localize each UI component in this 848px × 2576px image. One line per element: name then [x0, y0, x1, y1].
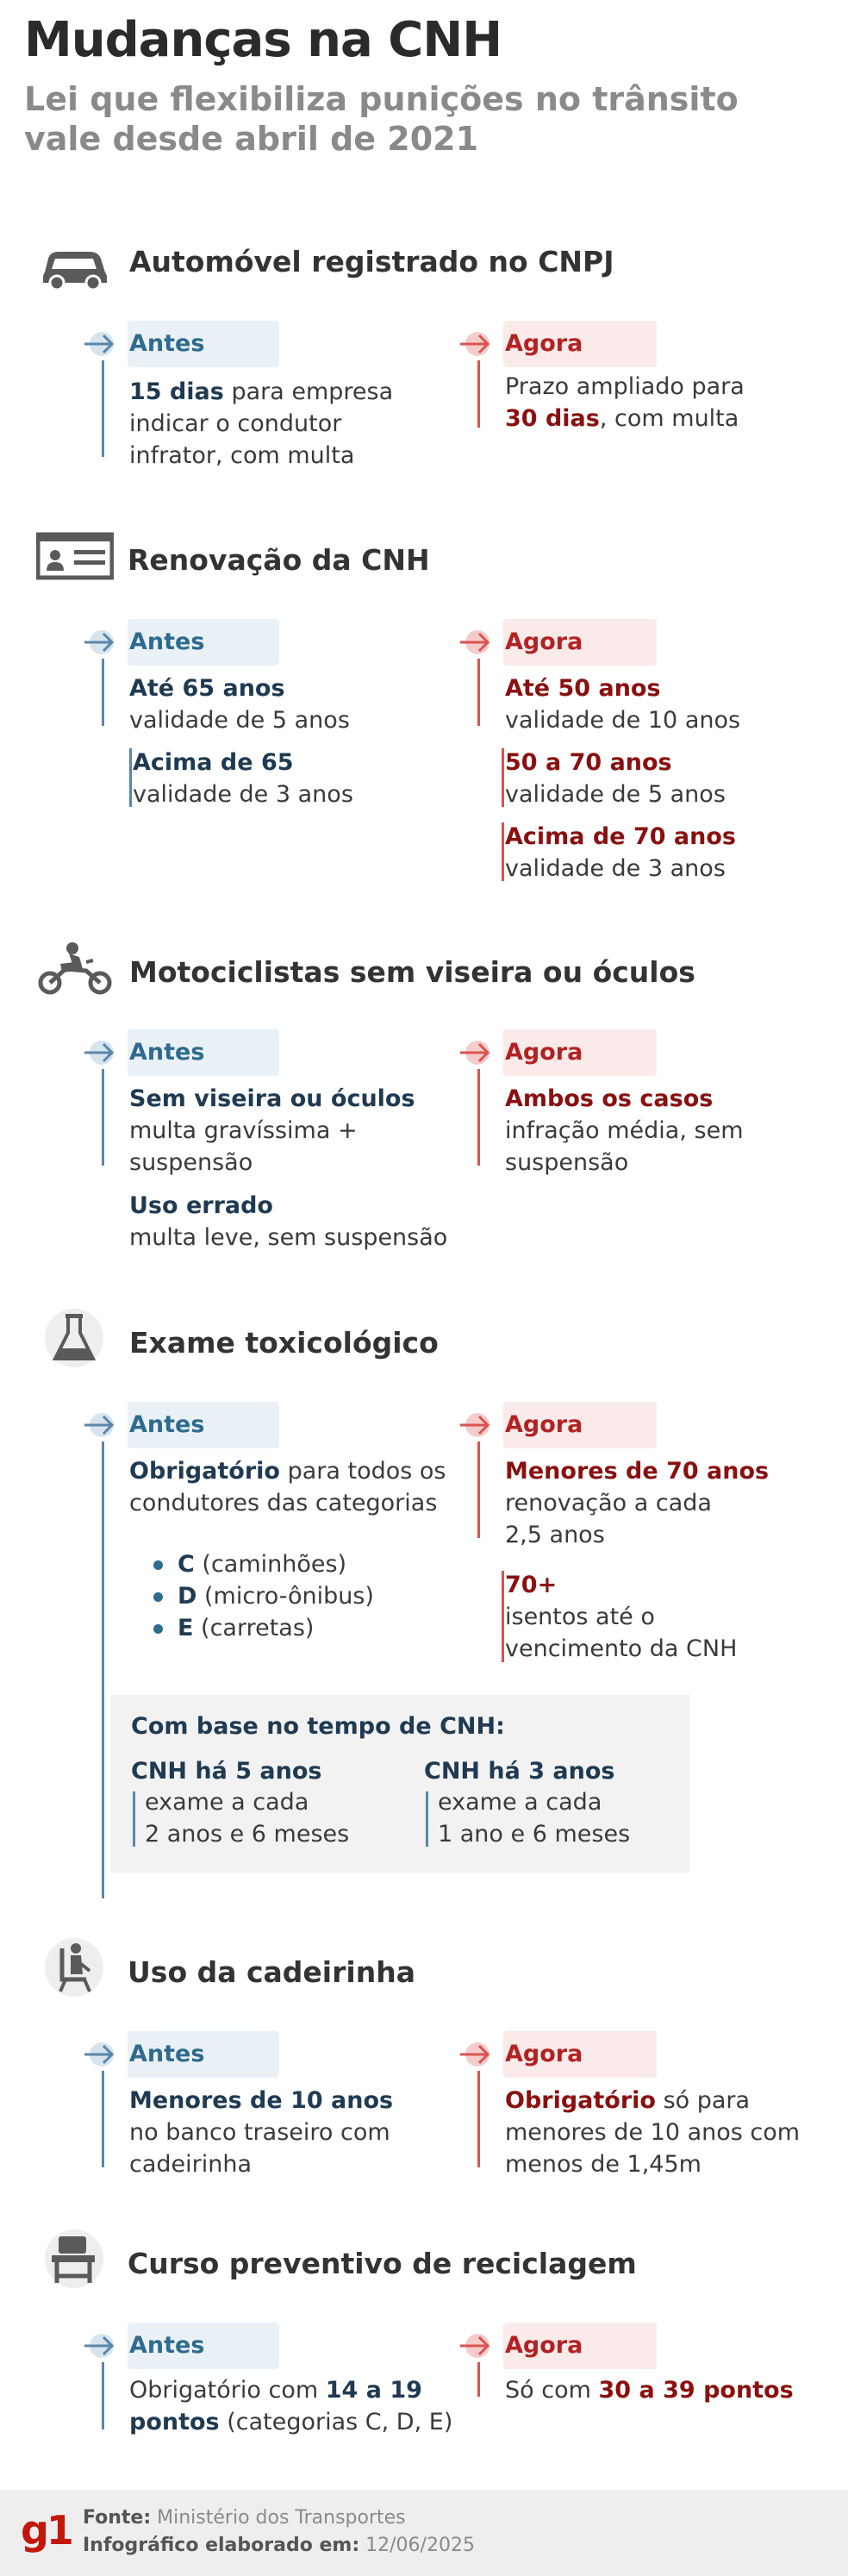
subtitle-line-2: vale desde abril de 2021 — [24, 120, 479, 158]
school-desk-icon — [36, 2228, 114, 2288]
cnh-time-box — [110, 1695, 689, 1873]
car-icon — [36, 234, 114, 295]
bullet-item: E (carretas) — [178, 1615, 315, 1641]
section-cadeirinha — [0, 1936, 848, 2195]
section-title: Automóvel registrado no CNPJ — [129, 245, 614, 278]
antes-label: Antes — [129, 628, 205, 655]
agora-item: Até 50 anos validade de 10 anos — [505, 675, 741, 734]
arrow-right-icon — [84, 329, 128, 359]
source-line: Fonte: Ministério dos Transportes — [83, 2507, 406, 2529]
footer — [0, 2490, 848, 2576]
agora-item: Acima de 70 anos validade de 3 anos — [505, 823, 736, 882]
page-subtitle — [24, 79, 817, 159]
agora-label: Agora — [505, 628, 583, 655]
agora-divider — [502, 822, 504, 881]
agora-text: Só com 30 a 39 pontos — [505, 2377, 794, 2404]
g1-logo: g1 — [21, 2507, 72, 2554]
agora-item: Ambos os casos infração média, sem suspensão — [505, 1085, 744, 1176]
agora-divider — [477, 1441, 480, 1538]
arrow-right-icon — [84, 2331, 128, 2360]
bullet-item: D (micro-ônibus) — [178, 1583, 374, 1610]
agora-label: Agora — [505, 1039, 583, 1066]
section-curso-preventivo — [0, 2228, 848, 2469]
agora-text: Prazo ampliado para 30 dias, com multa — [505, 373, 745, 432]
antes-badge — [128, 2323, 279, 2369]
section-renovacao — [0, 524, 848, 903]
section-title: Exame toxicológico — [129, 1326, 439, 1360]
bullet-dot — [153, 1560, 163, 1570]
antes-divider — [102, 1441, 104, 1898]
child-seat-icon — [36, 1936, 114, 1997]
bullet-item: C (caminhões) — [178, 1551, 347, 1578]
agora-divider — [502, 748, 504, 807]
arrow-right-icon — [84, 1038, 128, 1067]
antes-badge — [128, 1402, 279, 1448]
antes-divider — [102, 659, 104, 726]
cnh-time-item: CNH há 3 anos — [424, 1758, 615, 1785]
cnh-time-divider — [426, 1791, 428, 1847]
arrow-right-icon — [460, 329, 503, 359]
arrow-right-icon — [460, 628, 503, 657]
cnh-time-item: exame a cada 2 anos e 6 meses — [145, 1789, 350, 1848]
bullet-dot — [153, 1592, 163, 1602]
antes-text: Obrigatório para todos os condutores das categorias — [129, 1458, 446, 1516]
section-exame-toxicologico — [0, 1307, 848, 1910]
cnh-time-item: exame a cada 1 ano e 6 meses — [438, 1789, 631, 1848]
arrow-right-icon — [460, 1038, 503, 1067]
section-title: Motociclistas sem viseira ou óculos — [129, 955, 695, 989]
page-title: Mudanças na CNH — [24, 12, 502, 68]
arrow-right-icon — [84, 1410, 128, 1440]
section-title: Uso da cadeirinha — [128, 1955, 415, 1989]
antes-label: Antes — [129, 2041, 205, 2067]
arrow-right-icon — [460, 2040, 503, 2069]
flask-icon — [36, 1307, 114, 1367]
agora-badge — [503, 2323, 657, 2369]
bullet-dot — [153, 1624, 163, 1634]
arrow-right-icon — [84, 628, 128, 657]
antes-label: Antes — [129, 330, 205, 357]
antes-badge — [128, 2031, 279, 2078]
antes-item: Acima de 65 validade de 3 anos — [133, 749, 353, 808]
agora-label: Agora — [505, 2041, 583, 2067]
motorcycle-icon — [36, 938, 114, 998]
agora-badge — [503, 1402, 657, 1448]
agora-label: Agora — [505, 1411, 583, 1438]
cnh-time-item: CNH há 5 anos — [131, 1758, 322, 1785]
antes-divider — [102, 2362, 104, 2429]
antes-text: Obrigatório com 14 a 19 pontos (categorias C, D, E) — [129, 2377, 453, 2435]
credit-line: Infográfico elaborado em: 12/06/2025 — [83, 2535, 475, 2556]
antes-badge — [128, 321, 279, 367]
antes-label: Antes — [129, 1039, 205, 1066]
agora-item: Menores de 70 anos renovação a cada 2,5 anos — [505, 1458, 770, 1548]
agora-item: 50 a 70 anos validade de 5 anos — [505, 749, 726, 808]
agora-badge — [503, 2031, 657, 2078]
agora-divider — [477, 2071, 480, 2167]
antes-badge — [128, 619, 279, 666]
agora-divider — [502, 1571, 504, 1662]
antes-item: Até 65 anos validade de 5 anos — [129, 675, 350, 734]
arrow-right-icon — [460, 1410, 503, 1440]
cnh-time-divider — [133, 1791, 135, 1847]
agora-divider — [477, 360, 480, 428]
arrow-right-icon — [460, 2331, 503, 2360]
agora-divider — [477, 2362, 480, 2397]
agora-label: Agora — [505, 2332, 583, 2359]
antes-label: Antes — [129, 2332, 205, 2359]
agora-item: 70+ isentos até o vencimento da CNH — [505, 1572, 738, 1662]
section-title: Curso preventivo de reciclagem — [128, 2247, 637, 2280]
agora-label: Agora — [505, 330, 583, 357]
antes-text: 15 dias para empresa indicar o condutor infrator, com multa — [129, 378, 394, 469]
antes-item: Uso errado multa leve, sem suspensão — [129, 1192, 448, 1251]
antes-badge — [128, 1029, 279, 1076]
antes-divider — [102, 360, 104, 457]
subtitle-line-1: Lei que flexibiliza punições no trânsito — [24, 80, 739, 118]
antes-divider — [102, 2071, 104, 2167]
antes-text: Menores de 10 anos no banco traseiro com cadeirinha — [129, 2087, 394, 2178]
agora-badge — [503, 1029, 657, 1076]
cnh-time-heading: Com base no tempo de CNH: — [131, 1713, 505, 1740]
antes-item: Sem viseira ou óculos multa gravíssima + suspensão — [129, 1085, 415, 1176]
agora-badge — [503, 321, 657, 367]
antes-label: Antes — [129, 1411, 205, 1438]
section-title: Renovação da CNH — [128, 543, 430, 577]
agora-divider — [477, 1069, 480, 1166]
id-card-icon — [36, 524, 114, 585]
section-motociclistas — [0, 933, 848, 1278]
arrow-right-icon — [84, 2040, 128, 2069]
section-automovel — [0, 226, 848, 476]
agora-badge — [503, 619, 657, 666]
agora-divider — [477, 659, 480, 726]
antes-divider — [102, 1069, 104, 1166]
antes-divider — [129, 748, 132, 807]
agora-text: Obrigatório só para menores de 10 anos com menos de 1,45m — [505, 2087, 801, 2178]
